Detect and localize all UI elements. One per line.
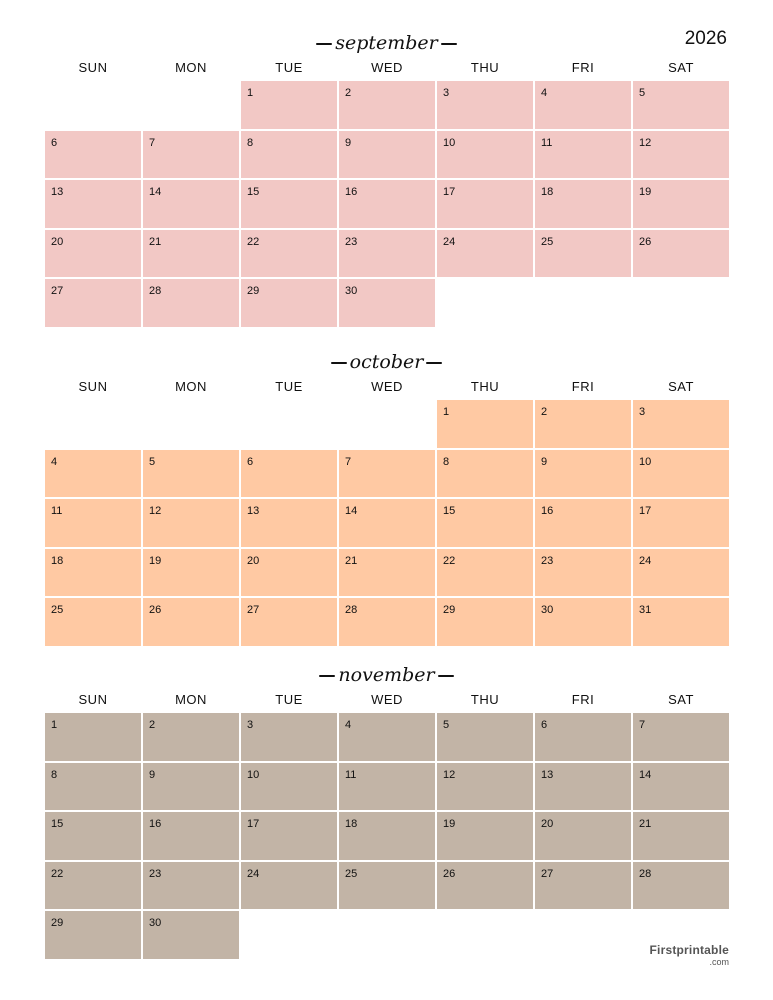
day-cell: 21 — [632, 811, 730, 861]
empty-cell — [240, 399, 338, 449]
day-cell: 30 — [534, 597, 632, 647]
day-cell: 24 — [632, 548, 730, 598]
day-cell: 18 — [44, 548, 142, 598]
day-cell: 17 — [632, 498, 730, 548]
day-grid — [44, 712, 729, 960]
flourish-left — [319, 675, 335, 677]
day-cell: 31 — [632, 597, 730, 647]
weekday-fri: FRI — [571, 60, 595, 75]
weekday-wed: WED — [371, 60, 403, 75]
empty-cell — [142, 399, 240, 449]
day-cell: 23 — [534, 548, 632, 598]
day-cell: 30 — [142, 910, 240, 960]
month-name: september — [335, 32, 438, 54]
flourish-right — [438, 675, 454, 677]
day-cell: 5 — [142, 449, 240, 499]
day-cell: 15 — [44, 811, 142, 861]
empty-cell — [338, 399, 436, 449]
day-cell: 23 — [338, 229, 436, 279]
day-cell: 19 — [142, 548, 240, 598]
brand-name: Firstprintable — [649, 943, 729, 957]
month-name: october — [349, 351, 424, 373]
day-cell: 2 — [338, 80, 436, 130]
day-cell: 29 — [240, 278, 338, 328]
day-cell: 17 — [240, 811, 338, 861]
day-cell: 27 — [534, 861, 632, 911]
weekday-sun: SUN — [78, 60, 108, 75]
day-cell: 27 — [44, 278, 142, 328]
day-cell: 9 — [534, 449, 632, 499]
day-cell: 7 — [632, 712, 730, 762]
flourish-left — [331, 362, 347, 364]
flourish-right — [441, 43, 457, 45]
day-cell: 2 — [534, 399, 632, 449]
weekday-thu: THU — [470, 379, 500, 394]
day-cell: 8 — [436, 449, 534, 499]
weekday-sun: SUN — [78, 379, 108, 394]
brand-watermark — [650, 944, 729, 967]
day-cell: 18 — [338, 811, 436, 861]
weekday-fri: FRI — [571, 692, 595, 707]
weekday-thu: THU — [470, 60, 500, 75]
day-cell: 25 — [534, 229, 632, 279]
day-cell: 29 — [44, 910, 142, 960]
day-cell: 26 — [632, 229, 730, 279]
day-cell: 19 — [632, 179, 730, 229]
day-cell: 27 — [240, 597, 338, 647]
day-cell: 6 — [240, 449, 338, 499]
day-cell: 9 — [142, 762, 240, 812]
month-title — [44, 662, 729, 688]
day-cell: 10 — [632, 449, 730, 499]
day-cell: 24 — [436, 229, 534, 279]
day-cell: 30 — [338, 278, 436, 328]
day-cell: 17 — [436, 179, 534, 229]
weekday-wed: WED — [371, 692, 403, 707]
empty-cell — [44, 399, 142, 449]
weekday-sat: SAT — [668, 379, 694, 394]
day-cell: 11 — [338, 762, 436, 812]
flourish-left — [316, 43, 332, 45]
day-cell: 5 — [632, 80, 730, 130]
day-grid — [44, 80, 729, 328]
weekday-header — [44, 56, 729, 80]
day-cell: 21 — [142, 229, 240, 279]
weekday-sun: SUN — [78, 692, 108, 707]
weekday-sat: SAT — [668, 692, 694, 707]
month-title — [44, 349, 729, 375]
day-cell: 22 — [436, 548, 534, 598]
weekday-fri: FRI — [571, 379, 595, 394]
day-cell: 1 — [436, 399, 534, 449]
month-title — [44, 30, 729, 56]
day-cell: 29 — [436, 597, 534, 647]
day-cell: 5 — [436, 712, 534, 762]
day-cell: 8 — [240, 130, 338, 180]
day-cell: 10 — [436, 130, 534, 180]
day-cell: 28 — [632, 861, 730, 911]
day-cell: 26 — [436, 861, 534, 911]
day-cell: 3 — [632, 399, 730, 449]
day-cell: 9 — [338, 130, 436, 180]
day-cell: 14 — [142, 179, 240, 229]
weekday-tue: TUE — [275, 379, 303, 394]
day-cell: 22 — [44, 861, 142, 911]
weekday-mon: MON — [175, 379, 207, 394]
brand-domain: .com — [709, 957, 729, 967]
day-cell: 7 — [142, 130, 240, 180]
day-cell: 4 — [534, 80, 632, 130]
weekday-tue: TUE — [275, 60, 303, 75]
day-cell: 12 — [142, 498, 240, 548]
day-cell: 25 — [338, 861, 436, 911]
day-grid — [44, 399, 729, 647]
weekday-thu: THU — [470, 692, 500, 707]
day-cell: 26 — [142, 597, 240, 647]
day-cell: 4 — [44, 449, 142, 499]
day-cell: 12 — [632, 130, 730, 180]
day-cell: 14 — [632, 762, 730, 812]
day-cell: 6 — [44, 130, 142, 180]
year-label: 2026 — [684, 28, 727, 49]
empty-cell — [142, 80, 240, 130]
weekday-mon: MON — [175, 60, 207, 75]
day-cell: 2 — [142, 712, 240, 762]
day-cell: 18 — [534, 179, 632, 229]
day-cell: 3 — [240, 712, 338, 762]
day-cell: 1 — [44, 712, 142, 762]
day-cell: 8 — [44, 762, 142, 812]
day-cell: 11 — [44, 498, 142, 548]
empty-cell — [44, 80, 142, 130]
day-cell: 22 — [240, 229, 338, 279]
day-cell: 10 — [240, 762, 338, 812]
day-cell: 28 — [142, 278, 240, 328]
day-cell: 15 — [436, 498, 534, 548]
weekday-sat: SAT — [668, 60, 694, 75]
month-september — [44, 30, 729, 328]
month-november — [44, 662, 729, 960]
day-cell: 15 — [240, 179, 338, 229]
day-cell: 13 — [534, 762, 632, 812]
day-cell: 25 — [44, 597, 142, 647]
day-cell: 24 — [240, 861, 338, 911]
day-cell: 12 — [436, 762, 534, 812]
flourish-right — [426, 362, 442, 364]
day-cell: 11 — [534, 130, 632, 180]
day-cell: 23 — [142, 861, 240, 911]
weekday-mon: MON — [175, 692, 207, 707]
day-cell: 16 — [338, 179, 436, 229]
day-cell: 21 — [338, 548, 436, 598]
weekday-header — [44, 375, 729, 399]
weekday-tue: TUE — [275, 692, 303, 707]
day-cell: 16 — [142, 811, 240, 861]
day-cell: 19 — [436, 811, 534, 861]
day-cell: 20 — [534, 811, 632, 861]
day-cell: 4 — [338, 712, 436, 762]
day-cell: 28 — [338, 597, 436, 647]
day-cell: 20 — [44, 229, 142, 279]
weekday-header — [44, 688, 729, 712]
day-cell: 7 — [338, 449, 436, 499]
day-cell: 16 — [534, 498, 632, 548]
weekday-wed: WED — [371, 379, 403, 394]
day-cell: 1 — [240, 80, 338, 130]
day-cell: 20 — [240, 548, 338, 598]
day-cell: 14 — [338, 498, 436, 548]
month-name: november — [338, 664, 435, 686]
day-cell: 13 — [240, 498, 338, 548]
month-october — [44, 349, 729, 647]
day-cell: 3 — [436, 80, 534, 130]
day-cell: 13 — [44, 179, 142, 229]
day-cell: 6 — [534, 712, 632, 762]
